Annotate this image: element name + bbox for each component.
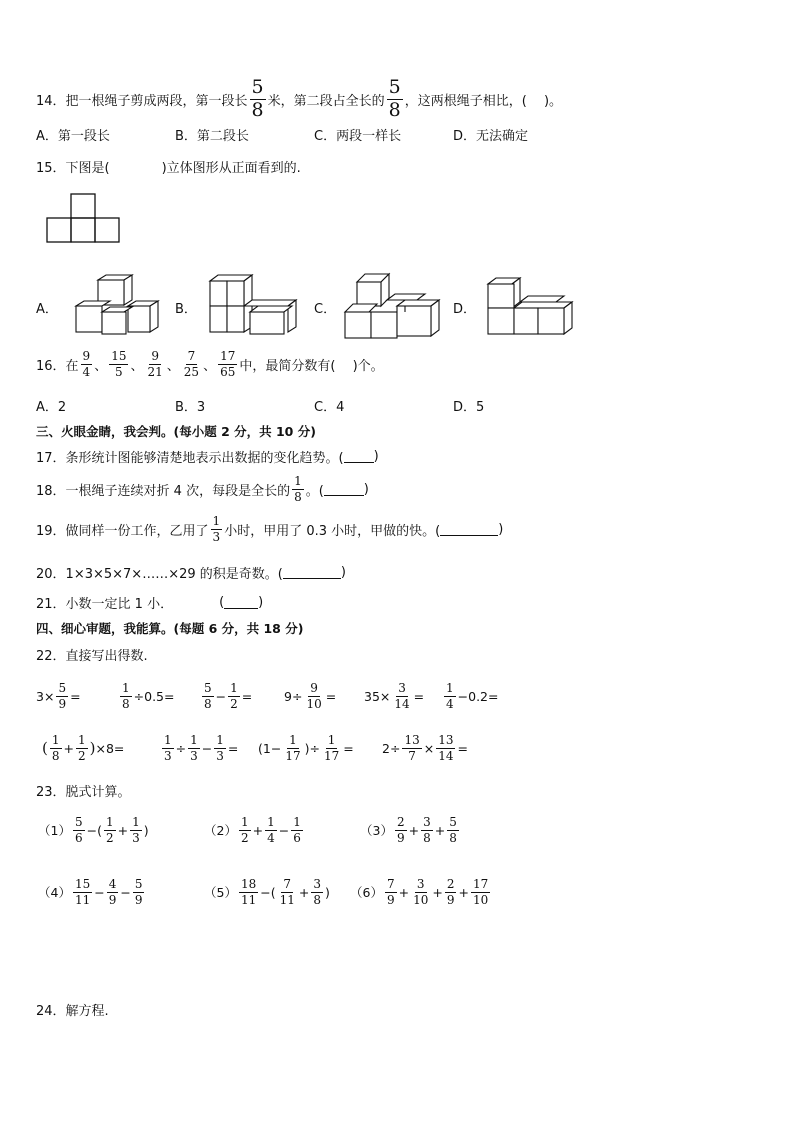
question-21: 21．小数一定比 1 小． ( ) [36, 595, 264, 612]
option-c[interactable]: C．4 [314, 400, 345, 415]
fraction: 1 8 [294, 474, 302, 504]
calc-expression: 5 8 − $\frac{1}{2}$ = [204, 681, 253, 711]
calc-expression: 2÷ $\frac{13}{7}$ × $\frac{13}{14}$ = [382, 733, 468, 763]
calc-problem-6: （6） 7 9 + $\frac{3}{10}$ + $\frac{2}{9}$ + $\frac{17}{10}$ [350, 877, 489, 907]
calc-problem-4: （4） 15 11 − $\frac{4}{9}$ − $\frac{5}{9}$ [38, 877, 143, 907]
answer-blank[interactable] [344, 450, 374, 463]
option-a[interactable]: A． [36, 302, 58, 317]
question-22: 22．直接写出得数. [36, 649, 148, 664]
question-15: 15．下图是( )立体图形从正面看到的. [36, 161, 301, 176]
question-16: 16．在 9 4 、 15 5 、 9 21 、 7 25 、 17 65 中，最简分数有( )个。 [36, 349, 384, 379]
cube-figure-c[interactable] [343, 270, 445, 340]
fraction: 5 8 [388, 76, 401, 121]
fraction: 7 25 [183, 349, 200, 379]
option-a[interactable]: A．第一段长 [36, 129, 110, 144]
calc-expression: ( 1 8 + $\frac{1}{2}$ ) ×8= [42, 733, 125, 763]
calc-expression: 9÷ $\frac{9}{10}$ = [284, 681, 337, 711]
calc-problem-5: （5） 18 11 −( 7 11 + $\frac{3}{8}$ ) [204, 877, 330, 907]
front-view-figure [46, 192, 122, 244]
option-b[interactable]: B．第二段长 [175, 129, 249, 144]
calc-expression: (1− $\frac{1}{17}$ ) ÷ $\frac{1}{17}$ = [258, 733, 354, 763]
option-c[interactable]: C．两段一样长 [314, 129, 402, 144]
option-b[interactable]: B． [175, 302, 197, 317]
calc-expression: $\frac{1}{3}$ ÷ $\frac{1}{3}$ − $\frac{1}{3}$ = [164, 733, 239, 763]
fraction: 1 3 [212, 514, 221, 544]
answer-blank[interactable] [283, 566, 341, 579]
fraction: 9 21 [147, 349, 163, 379]
section-3-header: 三、火眼金睛，我会判。(每小题 2 分，共 10 分) [36, 424, 316, 439]
option-a[interactable]: A．2 [36, 400, 67, 415]
calc-expression: 1 4 −0.2= [446, 681, 499, 711]
cube-figure-d[interactable] [486, 276, 578, 338]
fraction: 5 8 [251, 76, 264, 121]
calc-problem-2: （2） 1 2 + $\frac{1}{4}$ − $\frac{1}{6}$ [204, 815, 301, 845]
question-18: 18．一根绳子连续对折 4 次，每段是全长的 1 8 。( ) [36, 474, 369, 504]
fraction: 15 5 [111, 349, 127, 379]
section-4-header: 四、细心审题，我能算。(每题 6 分，共 18 分) [36, 621, 304, 636]
fraction: 9 4 [82, 349, 91, 379]
question-17: 17．条形统计图能够清楚地表示出数据的变化趋势。( ) [36, 449, 379, 466]
question-19: 19．做同样一份工作，乙用了 1 3 小时，甲用了 0.3 小时，甲做的快。( ) [36, 514, 504, 544]
question-23: 23．脱式计算。 [36, 785, 131, 800]
question-24: 24．解方程. [36, 1004, 109, 1019]
answer-blank[interactable] [440, 523, 498, 536]
fraction: 17 65 [220, 349, 236, 379]
calc-expression: 35× $\frac{3}{14}$ = [364, 681, 425, 711]
calc-problem-3: （3） 2 9 + $\frac{3}{8}$ + $\frac{5}{8}$ [360, 815, 457, 845]
question-20: 20．1×3×5×7×……×29 的积是奇数。( ) [36, 565, 346, 582]
option-d[interactable]: D．5 [453, 400, 485, 415]
option-c[interactable]: C． [314, 302, 337, 317]
cube-figure-b[interactable] [208, 272, 300, 336]
option-d[interactable]: D．无法确定 [453, 129, 529, 144]
calc-problem-1: （1） 5 6 −( 1 2 + $\frac{1}{3}$ ) [38, 815, 149, 845]
option-d[interactable]: D． [453, 302, 477, 317]
answer-blank[interactable] [224, 596, 258, 609]
cube-figure-a[interactable] [72, 272, 162, 336]
calc-expression: $\frac{1}{8}$ ÷0.5= [122, 681, 175, 711]
calc-expression: 3× $\frac{5}{9}$ = [36, 681, 81, 711]
answer-blank[interactable] [324, 483, 364, 496]
option-b[interactable]: B．3 [175, 400, 206, 415]
question-14: 14．把一根绳子剪成两段，第一段长 5 8 米，第二段占全长的 5 8 ，这两根绳子相比，( )。 [36, 76, 563, 121]
